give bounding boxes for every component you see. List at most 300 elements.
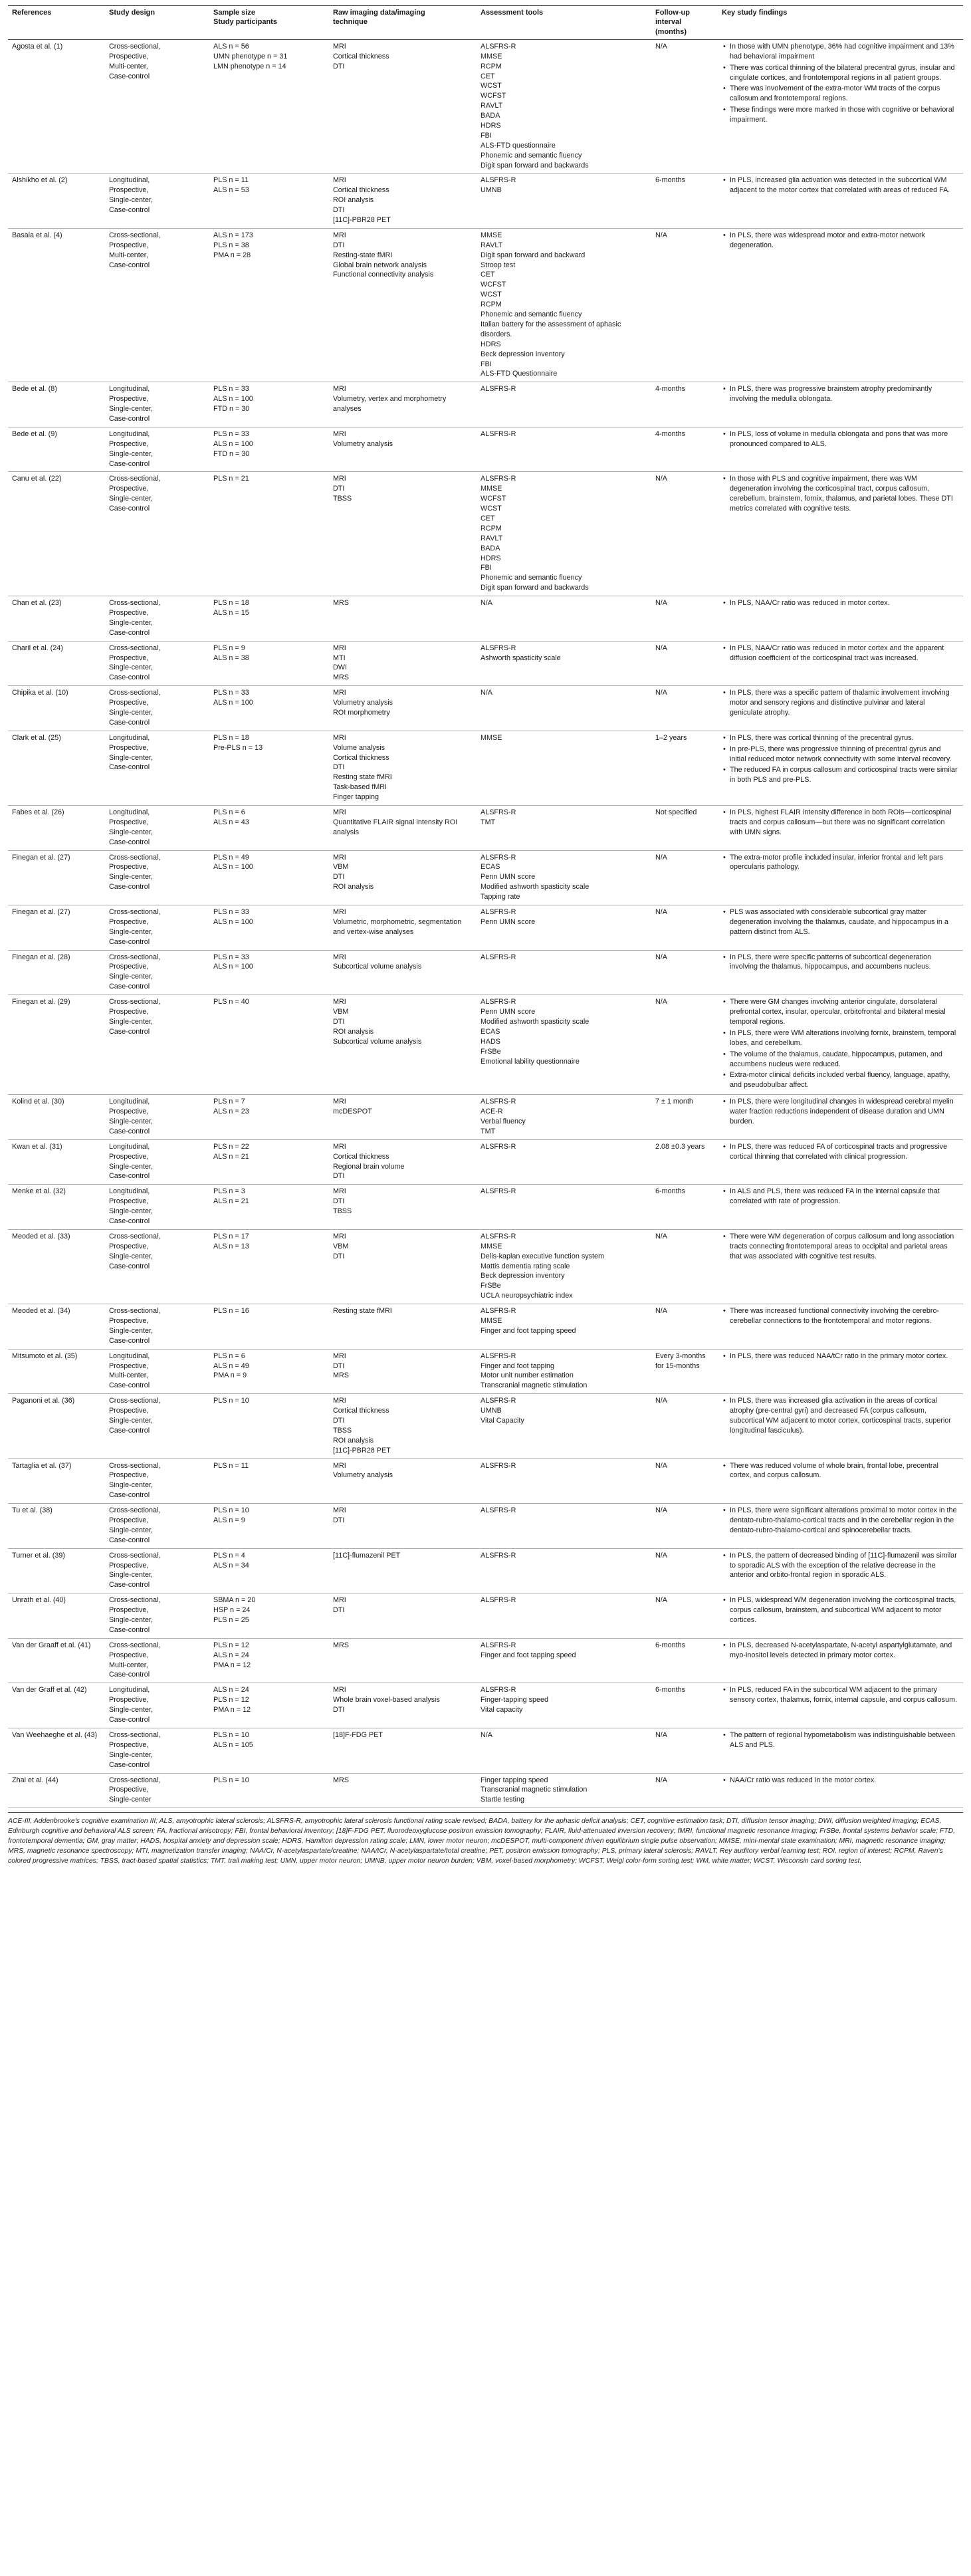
findings-list bbox=[722, 1641, 959, 1661]
assessment-tools-cell-line: ALSFRS-R bbox=[481, 1641, 516, 1649]
reference-link[interactable]: Zhai et al. (44) bbox=[12, 1776, 58, 1784]
sample-size-cell-line: ALS n = 49 bbox=[213, 1361, 249, 1370]
imaging-technique-cell-line: TBSS bbox=[333, 1426, 352, 1435]
imaging-technique-cell bbox=[329, 1638, 477, 1683]
assessment-tools-cell bbox=[477, 905, 651, 951]
table-row bbox=[8, 1638, 963, 1683]
column-header: Raw imaging data/imaging technique bbox=[329, 6, 477, 40]
reference-link[interactable]: Basaia et al. (4) bbox=[12, 231, 62, 239]
findings-list bbox=[722, 1776, 959, 1786]
table-row bbox=[8, 641, 963, 686]
study-design-cell-line: Case-control bbox=[109, 1027, 150, 1036]
reference-cell bbox=[8, 731, 105, 805]
imaging-technique-cell-line: VBM bbox=[333, 1008, 349, 1016]
key-findings-cell bbox=[718, 806, 963, 851]
study-design-cell-line: Longitudinal, bbox=[109, 1351, 150, 1360]
study-design-cell bbox=[105, 806, 209, 851]
assessment-tools-cell-line: Vital Capacity bbox=[481, 1417, 524, 1425]
imaging-technique-cell-line: Cortical thickness bbox=[333, 52, 389, 60]
sample-size-cell-line: ALS n = 23 bbox=[213, 1108, 249, 1116]
imaging-technique-cell-line: MRI bbox=[333, 733, 346, 742]
findings-list bbox=[722, 1730, 959, 1750]
study-design-cell-line: Prospective, bbox=[109, 186, 149, 195]
reference-link[interactable]: Turner et al. (39) bbox=[12, 1551, 66, 1560]
reference-cell bbox=[8, 1304, 105, 1349]
study-design-cell bbox=[105, 1095, 209, 1140]
study-design-cell-line: Prospective, bbox=[109, 1786, 149, 1794]
study-design-cell-line: Case-control bbox=[109, 261, 150, 269]
assessment-tools-cell bbox=[477, 472, 651, 596]
imaging-technique-cell-line: MRI bbox=[333, 998, 346, 1006]
reference-cell bbox=[8, 1229, 105, 1304]
reference-cell bbox=[8, 228, 105, 382]
reference-link[interactable]: Finegan et al. (28) bbox=[12, 953, 70, 961]
sample-size-cell-line: ALS n = 53 bbox=[213, 186, 249, 195]
key-findings-cell bbox=[718, 39, 963, 174]
sample-size-cell-line: FTD n = 30 bbox=[213, 405, 250, 413]
study-design-cell-line: Case-control bbox=[109, 1760, 150, 1769]
reference-link[interactable]: Fabes et al. (26) bbox=[12, 808, 64, 817]
study-design-cell-line: Case-control bbox=[109, 1262, 150, 1270]
assessment-tools-cell-line: WCFST bbox=[481, 92, 506, 100]
finding-item: • These findings were more marked in those with cognitive or behavioral impairment. bbox=[722, 105, 959, 125]
imaging-technique-cell-line: [11C]-PBR28 PET bbox=[333, 216, 391, 225]
study-design-cell-line: Single-center, bbox=[109, 1616, 154, 1625]
study-design-cell-line: Single-center, bbox=[109, 1481, 154, 1490]
table-row bbox=[8, 1683, 963, 1728]
sample-size-cell bbox=[209, 806, 329, 851]
reference-link[interactable]: Van der Graff et al. (42) bbox=[12, 1686, 87, 1695]
study-design-cell-line: Multi-center, bbox=[109, 1371, 148, 1380]
sample-size-cell-line: ALS n = 100 bbox=[213, 917, 253, 926]
key-findings-cell bbox=[718, 1304, 963, 1349]
finding-item: • In PLS, there was reduced NAA/tCr ratio in the primary motor cortex. bbox=[722, 1351, 959, 1361]
reference-cell bbox=[8, 995, 105, 1095]
study-design-cell-line: Cross-sectional, bbox=[109, 953, 161, 961]
imaging-technique-cell-line: Cortical thickness bbox=[333, 186, 389, 195]
key-findings-cell bbox=[718, 1394, 963, 1459]
imaging-technique-cell-line: MRI bbox=[333, 953, 346, 961]
sample-size-cell-line: PLS n = 9 bbox=[213, 644, 245, 652]
sample-size-cell bbox=[209, 228, 329, 382]
imaging-technique-cell-line: Volumetric, morphometric, segmentation and vertex-wise analyses bbox=[333, 917, 462, 936]
reference-link[interactable]: Finegan et al. (27) bbox=[12, 853, 70, 862]
follow-up-cell: N/A bbox=[651, 641, 718, 686]
assessment-tools-cell-line: N/A bbox=[481, 599, 492, 608]
study-design-cell bbox=[105, 39, 209, 174]
reference-cell bbox=[8, 1394, 105, 1459]
imaging-technique-cell-line: Whole brain voxel-based analysis bbox=[333, 1696, 440, 1704]
study-design-cell-line: Prospective, bbox=[109, 863, 149, 872]
reference-cell bbox=[8, 1548, 105, 1593]
sample-size-cell-line: FTD n = 30 bbox=[213, 449, 250, 458]
table-header bbox=[8, 6, 963, 40]
assessment-tools-cell bbox=[477, 1548, 651, 1593]
assessment-tools-cell-line: ALSFRS-R bbox=[481, 1232, 516, 1240]
table-row bbox=[8, 850, 963, 905]
reference-link[interactable]: Meoded et al. (33) bbox=[12, 1232, 70, 1240]
study-design-cell bbox=[105, 950, 209, 995]
study-design-cell-line: Case-control bbox=[109, 983, 150, 991]
imaging-technique-cell-line: DTI bbox=[333, 763, 345, 772]
reference-link[interactable]: Van Weehaeghe et al. (43) bbox=[12, 1730, 98, 1739]
key-findings-cell bbox=[718, 731, 963, 805]
study-design-cell-line: Longitudinal, bbox=[109, 1187, 150, 1196]
study-design-cell bbox=[105, 596, 209, 642]
study-design-cell-line: Case-control bbox=[109, 72, 150, 80]
follow-up-cell: 6-months bbox=[651, 1185, 718, 1230]
table-row bbox=[8, 686, 963, 731]
sample-size-cell bbox=[209, 1185, 329, 1230]
table-row bbox=[8, 950, 963, 995]
reference-link[interactable]: Finegan et al. (27) bbox=[12, 908, 70, 917]
study-design-cell bbox=[105, 731, 209, 805]
key-findings-cell bbox=[718, 1773, 963, 1808]
table-row bbox=[8, 1504, 963, 1549]
study-design-cell-line: Prospective, bbox=[109, 1197, 149, 1206]
reference-link[interactable]: Charil et al. (24) bbox=[12, 644, 63, 652]
sample-size-cell-line: PLS n = 17 bbox=[213, 1232, 249, 1240]
imaging-technique-cell-line: TBSS bbox=[333, 495, 352, 503]
study-design-cell-line: Case-control bbox=[109, 628, 150, 637]
assessment-tools-cell bbox=[477, 174, 651, 228]
key-findings-cell bbox=[718, 1638, 963, 1683]
finding-item: • In PLS, decreased N-acetylaspartate, N-acetyl aspartylglutamate, and myo-inositol levels detected in primary motor cortex. bbox=[722, 1641, 959, 1661]
key-findings-cell bbox=[718, 1683, 963, 1728]
follow-up-cell: N/A bbox=[651, 1229, 718, 1304]
study-design-cell bbox=[105, 1304, 209, 1349]
imaging-technique-cell-line: MRI bbox=[333, 1397, 346, 1405]
assessment-tools-cell-line: Penn UMN score bbox=[481, 1008, 536, 1016]
imaging-technique-cell-line: MRI bbox=[333, 1187, 346, 1196]
study-design-cell-line: Prospective, bbox=[109, 241, 149, 249]
reference-cell bbox=[8, 641, 105, 686]
finding-item: • In PLS, reduced FA in the subcortical WM adjacent to the primary sensory cortex, thalamus, fornix, internal capsule, and corpus callosum. bbox=[722, 1685, 959, 1705]
reference-link[interactable]: Chipika et al. (10) bbox=[12, 689, 68, 697]
finding-item: • There was cortical thinning of the bilateral precentral gyrus, insular and cingulate cortices, and frontotemporal regions in all patient groups. bbox=[722, 63, 959, 83]
assessment-tools-cell-line: ALSFRS-R bbox=[481, 1551, 516, 1560]
imaging-technique-cell-line: MRI bbox=[333, 475, 346, 483]
assessment-tools-cell-line: HDRS bbox=[481, 554, 501, 562]
study-design-cell-line: Prospective, bbox=[109, 1651, 149, 1659]
reference-link[interactable]: Agosta et al. (1) bbox=[12, 42, 63, 51]
imaging-technique-cell-line: DTI bbox=[333, 1706, 345, 1714]
assessment-tools-cell-line: WCST bbox=[481, 291, 502, 299]
reference-link[interactable]: Meoded et al. (34) bbox=[12, 1307, 70, 1316]
assessment-tools-cell-line: FBI bbox=[481, 360, 492, 368]
imaging-technique-cell-line: MRI bbox=[333, 1142, 346, 1151]
finding-item: • In PLS, there was reduced FA of corticospinal tracts and progressive cortical thinning that correlated with clinical progression. bbox=[722, 1142, 959, 1162]
reference-link[interactable]: Tu et al. (38) bbox=[12, 1506, 53, 1515]
assessment-tools-cell-line: Digit span forward and backwards bbox=[481, 161, 589, 170]
sample-size-cell-line: PLS n = 33 bbox=[213, 429, 249, 438]
study-design-cell-line: Single-center, bbox=[109, 618, 154, 627]
imaging-technique-cell bbox=[329, 1139, 477, 1185]
sample-size-cell bbox=[209, 1638, 329, 1683]
sample-size-cell bbox=[209, 731, 329, 805]
sample-size-cell-line: PMA n = 12 bbox=[213, 1706, 251, 1714]
study-design-cell-line: Single-center, bbox=[109, 1252, 154, 1260]
assessment-tools-cell-line: Modified ashworth spasticity scale bbox=[481, 1017, 590, 1026]
sample-size-cell-line: PMA n = 9 bbox=[213, 1371, 247, 1380]
follow-up-cell: N/A bbox=[651, 950, 718, 995]
reference-link[interactable]: Van der Graaff et al. (41) bbox=[12, 1641, 91, 1649]
imaging-technique-cell-line: MRI bbox=[333, 42, 346, 51]
imaging-technique-cell bbox=[329, 1185, 477, 1230]
sample-size-cell bbox=[209, 472, 329, 596]
study-design-cell-line: Single-center, bbox=[109, 1017, 154, 1026]
imaging-technique-cell-line: DWI bbox=[333, 663, 347, 672]
follow-up-cell: N/A bbox=[651, 1504, 718, 1549]
study-design-cell-line: Prospective, bbox=[109, 1407, 149, 1415]
sample-size-cell-line: PLS n = 33 bbox=[213, 908, 249, 917]
finding-item: • The extra-motor profile included insular, inferior frontal and left pars opercularis pathology. bbox=[722, 853, 959, 873]
sample-size-cell bbox=[209, 641, 329, 686]
finding-item: • In PLS, widespread WM degeneration involving the corticospinal tracts, corpus callosum, brainstem, and subcortical WM adjacent to motor cortices. bbox=[722, 1595, 959, 1625]
sample-size-cell-line: PLS n = 4 bbox=[213, 1551, 245, 1560]
assessment-tools-cell-line: MMSE bbox=[481, 52, 502, 60]
key-findings-cell bbox=[718, 472, 963, 596]
reference-cell bbox=[8, 427, 105, 472]
imaging-technique-cell-line: Finger tapping bbox=[333, 793, 379, 802]
reference-link[interactable]: Kwan et al. (31) bbox=[12, 1142, 62, 1151]
key-findings-cell bbox=[718, 596, 963, 642]
assessment-tools-cell-line: Transcranial magnetic stimulation bbox=[481, 1381, 588, 1390]
sample-size-cell-line: ALS n = 13 bbox=[213, 1242, 249, 1250]
reference-link[interactable]: Chan et al. (23) bbox=[12, 599, 62, 608]
findings-list bbox=[722, 176, 959, 195]
imaging-technique-cell-line: DTI bbox=[333, 1172, 345, 1181]
study-design-cell-line: Cross-sectional, bbox=[109, 1461, 161, 1470]
table-row bbox=[8, 596, 963, 642]
study-design-cell-line: Single-center, bbox=[109, 663, 154, 672]
study-design-cell bbox=[105, 1504, 209, 1549]
finding-item: • In ALS and PLS, there was reduced FA in the internal capsule that correlated with rate of progression. bbox=[722, 1187, 959, 1207]
assessment-tools-cell-line: Phonemic and semantic fluency bbox=[481, 574, 582, 582]
assessment-tools-cell-line: Transcranial magnetic stimulation bbox=[481, 1786, 588, 1794]
assessment-tools-cell-line: RAVLT bbox=[481, 534, 503, 542]
imaging-technique-cell bbox=[329, 39, 477, 174]
study-design-cell-line: Single-center, bbox=[109, 449, 154, 458]
table-body bbox=[8, 39, 963, 1808]
reference-link[interactable]: Canu et al. (22) bbox=[12, 475, 62, 483]
sample-size-cell-line: PLS n = 12 bbox=[213, 1641, 249, 1649]
finding-item: • The reduced FA in corpus callosum and corticospinal tracts were similar in both PLS and pre-PLS. bbox=[722, 765, 959, 785]
study-design-cell-line: Cross-sectional, bbox=[109, 1730, 161, 1739]
reference-link[interactable]: Bede et al. (9) bbox=[12, 429, 57, 438]
imaging-technique-cell-line: Volume analysis bbox=[333, 743, 385, 752]
findings-list bbox=[722, 1396, 959, 1436]
assessment-tools-cell-line: Stroop test bbox=[481, 261, 516, 269]
study-design-cell-line: Cross-sectional, bbox=[109, 599, 161, 608]
reference-link[interactable]: Bede et al. (8) bbox=[12, 385, 57, 394]
imaging-technique-cell bbox=[329, 950, 477, 995]
study-design-cell-line: Cross-sectional, bbox=[109, 475, 161, 483]
imaging-technique-cell-line: MRI bbox=[333, 1596, 346, 1605]
assessment-tools-cell-line: UMNB bbox=[481, 1407, 502, 1415]
table-row bbox=[8, 731, 963, 805]
imaging-technique-cell-line: VBM bbox=[333, 863, 349, 872]
study-design-cell-line: Single-center, bbox=[109, 495, 154, 503]
imaging-technique-cell bbox=[329, 1304, 477, 1349]
imaging-technique-cell-line: Resting state fMRI bbox=[333, 773, 392, 782]
study-design-cell bbox=[105, 1394, 209, 1459]
assessment-tools-cell bbox=[477, 686, 651, 731]
study-design-cell-line: Single-center, bbox=[109, 1750, 154, 1759]
imaging-technique-cell bbox=[329, 1229, 477, 1304]
sample-size-cell-line: ALS n = 38 bbox=[213, 653, 249, 662]
study-design-cell bbox=[105, 1459, 209, 1504]
finding-item: • In PLS, there was progressive brainstem atrophy predominantly involving the medulla oblongata. bbox=[722, 384, 959, 404]
studies-table bbox=[8, 5, 963, 1808]
study-design-cell-line: Prospective, bbox=[109, 608, 149, 617]
assessment-tools-cell-line: ALSFRS-R bbox=[481, 1142, 516, 1151]
reference-link[interactable]: Tartaglia et al. (37) bbox=[12, 1461, 72, 1470]
finding-item: • In PLS, there was widespread motor and extra-motor network degeneration. bbox=[722, 231, 959, 251]
sample-size-cell-line: PLS n = 10 bbox=[213, 1506, 249, 1515]
assessment-tools-cell bbox=[477, 1683, 651, 1728]
follow-up-cell: N/A bbox=[651, 228, 718, 382]
imaging-technique-cell-line: DTI bbox=[333, 1606, 345, 1615]
key-findings-cell bbox=[718, 382, 963, 427]
findings-list bbox=[722, 953, 959, 973]
findings-list bbox=[722, 1506, 959, 1536]
imaging-technique-cell bbox=[329, 596, 477, 642]
findings-list bbox=[722, 1461, 959, 1481]
study-design-cell bbox=[105, 905, 209, 951]
sample-size-cell bbox=[209, 39, 329, 174]
follow-up-cell: 1–2 years bbox=[651, 731, 718, 805]
assessment-tools-cell bbox=[477, 1638, 651, 1683]
assessment-tools-cell-line: RCPM bbox=[481, 524, 502, 532]
study-design-cell-line: Case-control bbox=[109, 1127, 150, 1135]
study-design-cell-line: Case-control bbox=[109, 763, 150, 772]
study-design-cell bbox=[105, 1728, 209, 1773]
reference-link[interactable]: Unrath et al. (40) bbox=[12, 1596, 66, 1605]
findings-list bbox=[722, 997, 959, 1090]
reference-link[interactable]: Clark et al. (25) bbox=[12, 733, 61, 742]
imaging-technique-cell-line: DTI bbox=[333, 1516, 345, 1525]
sample-size-cell bbox=[209, 1349, 329, 1394]
imaging-technique-cell bbox=[329, 995, 477, 1095]
assessment-tools-cell-line: ALSFRS-R bbox=[481, 1596, 516, 1605]
sample-size-cell-line: PLS n = 11 bbox=[213, 1461, 249, 1470]
imaging-technique-cell bbox=[329, 1593, 477, 1639]
study-design-cell-line: Prospective, bbox=[109, 818, 149, 826]
reference-cell bbox=[8, 1185, 105, 1230]
assessment-tools-cell-line: UCLA neuropsychiatric index bbox=[481, 1292, 573, 1300]
study-design-cell-line: Single-center, bbox=[109, 196, 154, 205]
assessment-tools-cell-line: MMSE bbox=[481, 1242, 502, 1250]
imaging-technique-cell-line: Cortical thickness bbox=[333, 1152, 389, 1161]
study-design-cell-line: Case-control bbox=[109, 206, 150, 215]
study-design-cell-line: Longitudinal, bbox=[109, 1142, 150, 1151]
reference-link[interactable]: Finegan et al. (29) bbox=[12, 998, 70, 1006]
imaging-technique-cell-line: Regional brain volume bbox=[333, 1162, 405, 1171]
finding-item: • There was reduced volume of whole brain, frontal lobe, precentral cortex, and corpus callosum. bbox=[722, 1461, 959, 1481]
reference-cell bbox=[8, 1095, 105, 1140]
findings-list bbox=[722, 1306, 959, 1326]
study-design-cell-line: Cross-sectional, bbox=[109, 231, 161, 239]
follow-up-cell: N/A bbox=[651, 905, 718, 951]
sample-size-cell-line: PLS n = 6 bbox=[213, 1351, 245, 1360]
reference-link[interactable]: Alshikho et al. (2) bbox=[12, 176, 68, 185]
findings-list bbox=[722, 1595, 959, 1625]
table-row bbox=[8, 1728, 963, 1773]
reference-link[interactable]: Kolind et al. (30) bbox=[12, 1098, 64, 1106]
sample-size-cell-line: PLS n = 3 bbox=[213, 1187, 245, 1196]
sample-size-cell-line: ALS n = 34 bbox=[213, 1561, 249, 1570]
assessment-tools-cell-line: Phonemic and semantic fluency bbox=[481, 310, 582, 319]
key-findings-cell bbox=[718, 427, 963, 472]
sample-size-cell-line: PLS n = 6 bbox=[213, 808, 245, 817]
study-design-cell-line: Prospective, bbox=[109, 1361, 149, 1370]
study-design-cell-line: Cross-sectional, bbox=[109, 853, 161, 862]
imaging-technique-cell-line: DTI bbox=[333, 62, 345, 70]
assessment-tools-cell-line: Finger-tapping speed bbox=[481, 1696, 549, 1704]
sample-size-cell-line: PLS n = 33 bbox=[213, 385, 249, 394]
assessment-tools-cell bbox=[477, 596, 651, 642]
study-design-cell-line: Single-center, bbox=[109, 405, 154, 413]
imaging-technique-cell-line: MRS bbox=[333, 1776, 349, 1784]
table-row bbox=[8, 1185, 963, 1230]
assessment-tools-cell-line: ECAS bbox=[481, 863, 500, 872]
imaging-technique-cell bbox=[329, 1504, 477, 1549]
reference-cell bbox=[8, 1139, 105, 1185]
imaging-technique-cell-line: MRI bbox=[333, 231, 346, 239]
assessment-tools-cell-line: ALSFRS-R bbox=[481, 1397, 516, 1405]
study-design-cell-line: Case-control bbox=[109, 718, 150, 727]
findings-list bbox=[722, 1097, 959, 1127]
study-design-cell-line: Cross-sectional, bbox=[109, 1551, 161, 1560]
column-header: References bbox=[8, 6, 105, 40]
imaging-technique-cell bbox=[329, 641, 477, 686]
table-row bbox=[8, 1229, 963, 1304]
study-design-cell-line: Single-center, bbox=[109, 1571, 154, 1580]
assessment-tools-cell-line: CET bbox=[481, 271, 495, 279]
imaging-technique-cell-line: MRI bbox=[333, 808, 346, 817]
study-design-cell-line: Prospective, bbox=[109, 1740, 149, 1749]
finding-item: • In PLS, loss of volume in medulla oblongata and pons that was more pronounced compared to ALS. bbox=[722, 429, 959, 449]
key-findings-cell bbox=[718, 1229, 963, 1304]
assessment-tools-cell bbox=[477, 1139, 651, 1185]
imaging-technique-cell bbox=[329, 1773, 477, 1808]
study-design-cell-line: Longitudinal, bbox=[109, 808, 150, 817]
assessment-tools-cell-line: ACE-R bbox=[481, 1108, 503, 1116]
sample-size-cell-line: PLS n = 16 bbox=[213, 1307, 249, 1316]
key-findings-cell bbox=[718, 686, 963, 731]
assessment-tools-cell-line: N/A bbox=[481, 1730, 492, 1739]
assessment-tools-cell-line: ALSFRS-R bbox=[481, 176, 516, 185]
imaging-technique-cell bbox=[329, 1394, 477, 1459]
study-design-cell-line: Single-center, bbox=[109, 1326, 154, 1335]
assessment-tools-cell-line: ECAS bbox=[481, 1027, 500, 1036]
table-row bbox=[8, 905, 963, 951]
study-design-cell bbox=[105, 686, 209, 731]
imaging-technique-cell-line: DTI bbox=[333, 1252, 345, 1260]
reference-link[interactable]: Mitsumoto et al. (35) bbox=[12, 1351, 78, 1360]
finding-item: • In those with PLS and cognitive impairment, there was WM degeneration involving the corticospinal tract, corpus callosum, cerebellum, brainstem, fornix, thalamus, and parietal lobes. These DTI metrics correlated with cognitive tests. bbox=[722, 474, 959, 514]
reference-link[interactable]: Menke et al. (32) bbox=[12, 1187, 66, 1196]
imaging-technique-cell-line: DTI bbox=[333, 241, 345, 249]
document bbox=[8, 5, 963, 1867]
imaging-technique-cell-line: Volumetry, vertex and morphometry analyses bbox=[333, 395, 447, 413]
reference-link[interactable]: Paganoni et al. (36) bbox=[12, 1397, 75, 1405]
reference-cell bbox=[8, 1683, 105, 1728]
study-design-cell-line: Single-center, bbox=[109, 1417, 154, 1425]
sample-size-cell-line: PLS n = 21 bbox=[213, 475, 249, 483]
assessment-tools-cell-line: ALSFRS-R bbox=[481, 475, 516, 483]
